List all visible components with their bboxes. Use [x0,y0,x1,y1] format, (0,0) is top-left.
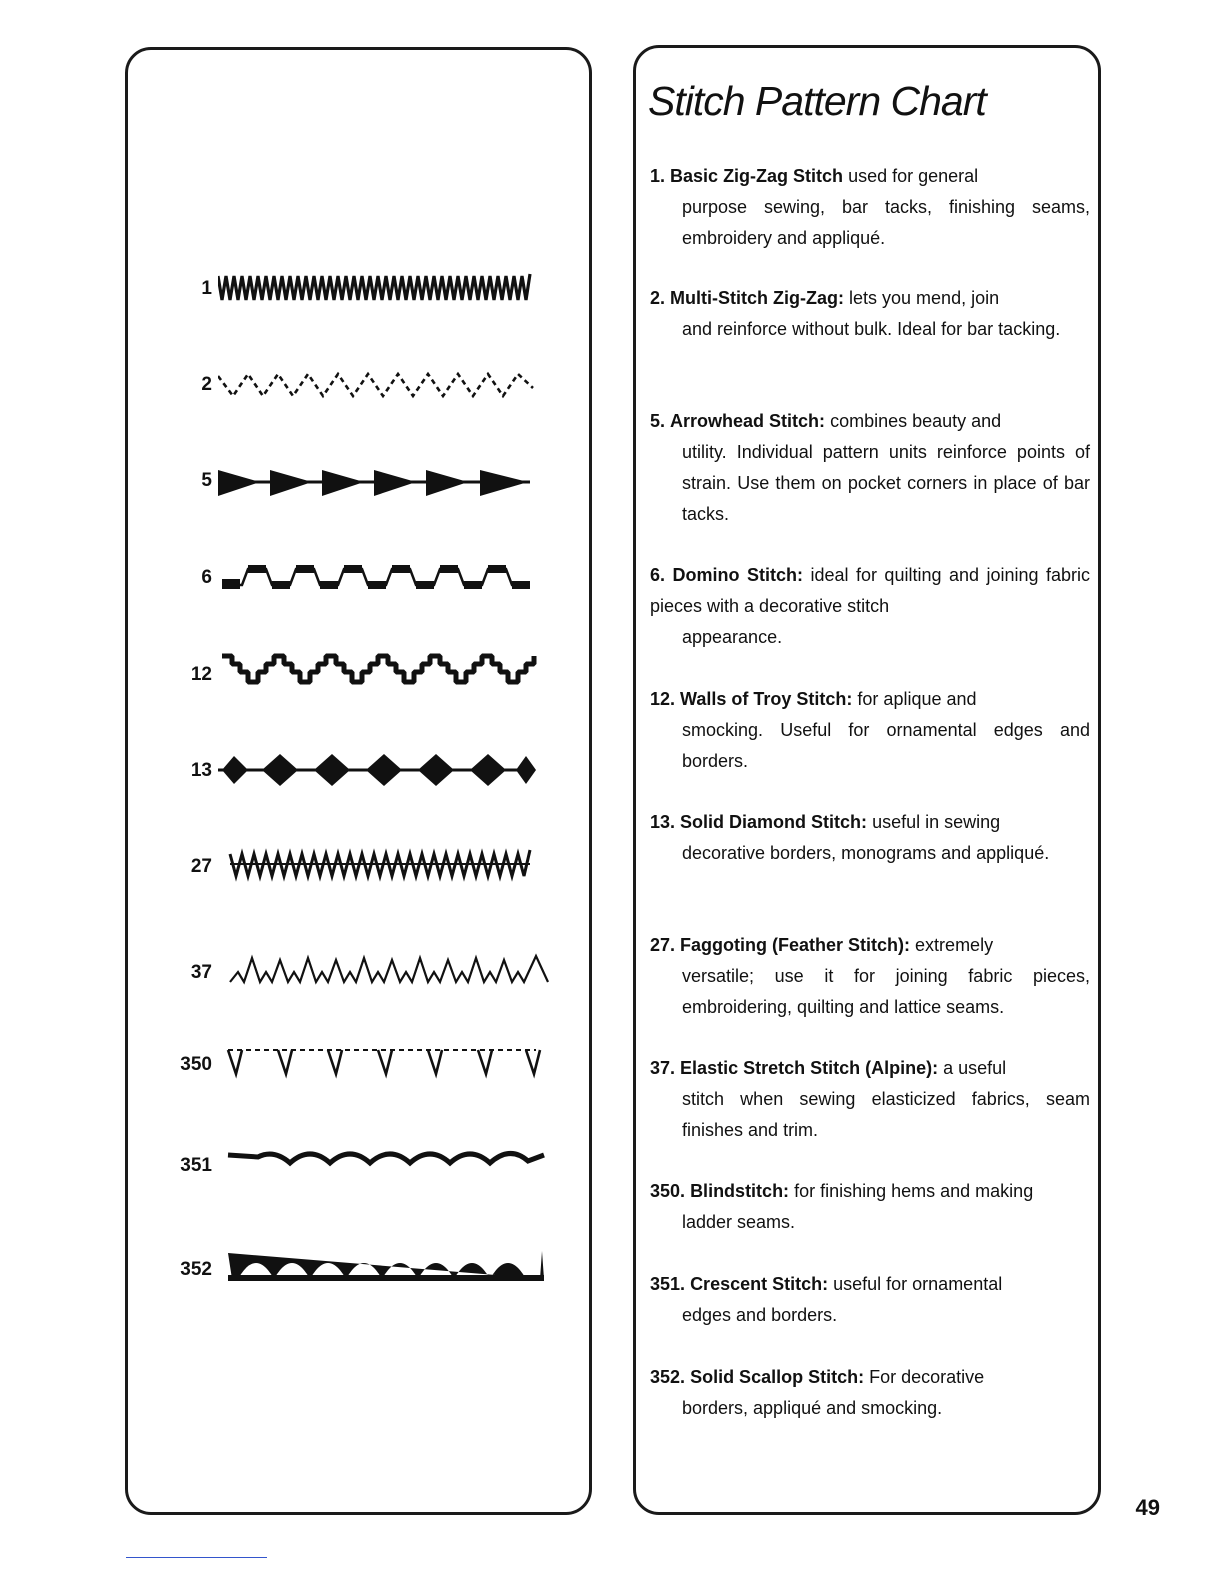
stitch-number: 2 [201,374,212,395]
entry-name: Crescent Stitch: [690,1274,829,1294]
entry-first-line: for finishing hems and making [794,1181,1034,1201]
stitch-row-27 [128,836,588,896]
walls-of-troy-icon [218,644,548,704]
entry-number: 350. [650,1181,686,1201]
elastic-alpine-icon [218,942,558,1002]
zigzag-dense-icon [218,258,538,318]
entry-13 [650,807,1090,869]
entry-1 [650,161,1090,254]
entry-description: and reinforce without bulk. Ideal for bar tacking. [682,319,1061,339]
entry-name: Elastic Stretch Stitch (Alpine): [680,1058,939,1078]
entry-name: Arrowhead Stitch: [670,411,826,431]
entry-number: 1. [650,166,666,186]
blindstitch-icon [218,1034,548,1094]
entry-first-line: combines beauty and [830,411,1002,431]
stitch-row-12 [128,644,588,704]
entry-description: borders, appliqué and smocking. [682,1398,943,1418]
entry-first-line: extremely [915,935,994,955]
entry-name: Basic Zig-Zag Stitch [670,166,844,186]
stitch-illustration-panel [125,47,592,1515]
entry-first-line: useful in sewing [872,812,1001,832]
footer-rule [126,1557,267,1558]
stitch-number: 27 [190,856,212,877]
entry-name: Domino Stitch: [672,565,803,585]
entry-first-line: ideal for quilting and joining fabric pieces with a decorative stitch [650,565,1090,616]
entry-first-line: For decorative [869,1367,985,1387]
stitch-row-5 [128,450,588,510]
entry-352 [650,1362,1090,1424]
entry-description: purpose sewing, bar tacks, finishing seams, embroidery and appliqué. [682,197,1090,248]
stitch-number: 5 [201,470,212,491]
entry-number: 37. [650,1058,676,1078]
entry-first-line: for aplique and [857,689,977,709]
stitch-row-1 [128,258,588,318]
entry-first-line: useful for ornamental [833,1274,1003,1294]
entry-name: Solid Scallop Stitch: [690,1367,865,1387]
entry-first-line: lets you mend, join [849,288,1000,308]
entry-description: edges and borders. [682,1305,838,1325]
stitch-number: 13 [190,760,212,781]
entry-description: decorative borders, monograms and appliqué. [682,843,1050,863]
entry-description: utility. Individual pattern units reinforce points of strain. Use them on pocket corners in place of bar tacks. [682,442,1090,524]
page-title: Stitch Pattern Chart [648,78,986,124]
entry-number: 5. [650,411,666,431]
entry-number: 6. [650,565,666,585]
stitch-description-panel [633,45,1101,1515]
entry-description: versatile; use it for joining fabric pieces, embroidering, quilting and lattice seams. [682,966,1090,1017]
page-number: 49 [1130,1495,1166,1521]
entry-description: ladder seams. [682,1212,796,1232]
entry-name: Faggoting (Feather Stitch): [680,935,911,955]
entry-number: 2. [650,288,666,308]
entry-350 [650,1176,1090,1238]
entry-37 [650,1053,1090,1146]
feather-icon [218,836,548,896]
entry-number: 27. [650,935,676,955]
stitch-row-2 [128,354,588,414]
entry-5 [650,406,1090,530]
stitch-number: 1 [201,278,212,299]
entry-number: 12. [650,689,676,709]
solid-scallop-icon [218,1239,558,1299]
entry-description: stitch when sewing elasticized fabrics, seam finishes and trim. [682,1089,1090,1140]
stitch-row-13 [128,740,588,800]
entry-description: smocking. Useful for ornamental edges and borders. [682,720,1090,771]
entry-6 [650,560,1090,653]
stitch-number: 37 [190,962,212,983]
entry-27 [650,930,1090,1023]
arrowhead-icon [218,450,538,510]
entry-number: 352. [650,1367,686,1387]
domino-icon [218,547,548,607]
solid-diamond-icon [218,740,548,800]
entry-name: Solid Diamond Stitch: [680,812,868,832]
entry-number: 351. [650,1274,686,1294]
entry-description: appearance. [682,627,783,647]
stitch-number: 12 [190,664,212,685]
entry-first-line: used for general [848,166,979,186]
stitch-number: 6 [201,567,212,588]
entry-name: Walls of Troy Stitch: [680,689,853,709]
entry-number: 13. [650,812,676,832]
entry-2 [650,283,1090,345]
entry-first-line: a useful [943,1058,1007,1078]
stitch-row-6 [128,547,588,607]
entry-351 [650,1269,1090,1331]
stitch-number: 350 [180,1054,212,1075]
stitch-row-352 [128,1239,588,1299]
entry-name: Blindstitch: [690,1181,790,1201]
entry-name: Multi-Stitch Zig-Zag: [670,288,844,308]
stitch-number: 352 [180,1259,212,1280]
stitch-row-350 [128,1034,588,1094]
stitch-row-37 [128,942,588,1002]
entry-12 [650,684,1090,777]
stitch-number: 351 [180,1155,212,1176]
multi-stitch-zigzag-icon [218,354,538,414]
crescent-icon [218,1135,558,1195]
stitch-row-351 [128,1135,588,1195]
